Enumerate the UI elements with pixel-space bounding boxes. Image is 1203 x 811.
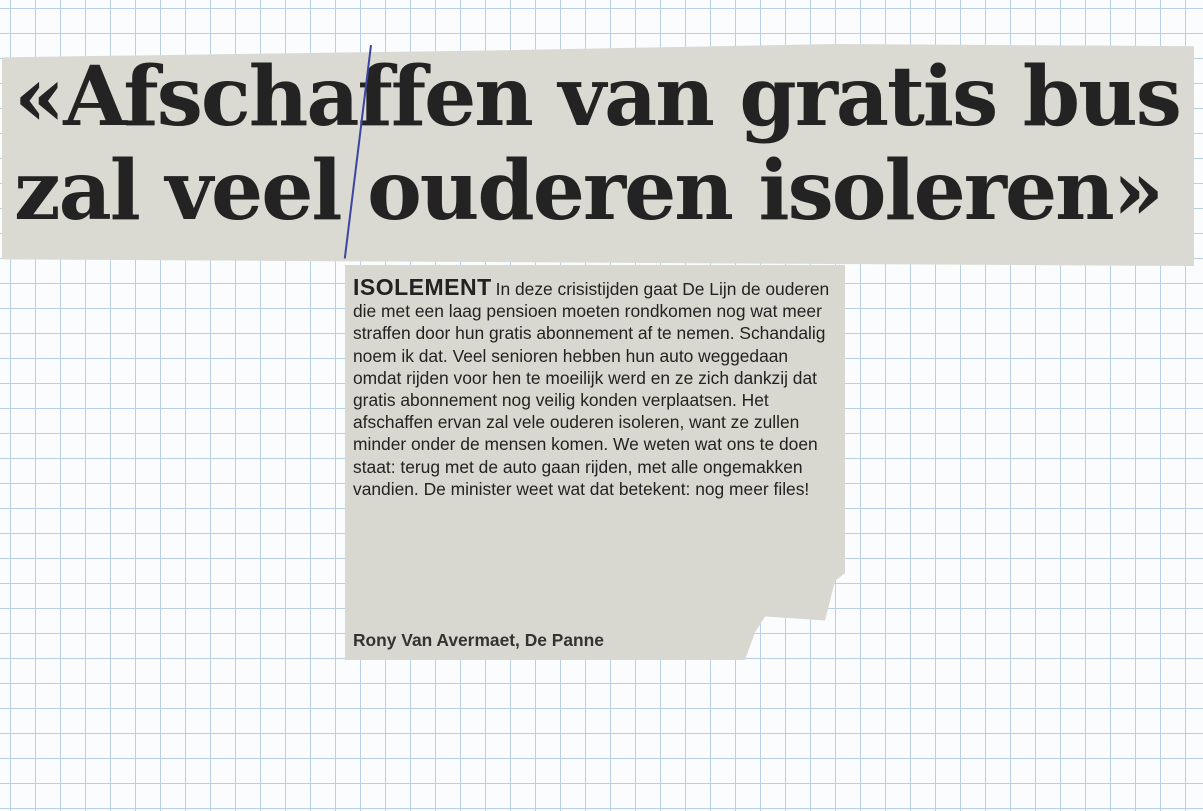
article-byline: Rony Van Avermaet, De Panne (353, 630, 604, 650)
article-body (353, 276, 833, 500)
headline-line-1: «Afschaffen van gratis bus (14, 49, 1180, 145)
headline-line-2: zal veel ouderen isoleren» (14, 143, 1163, 239)
article-kicker: ISOLEMENT (353, 274, 492, 300)
article-text: In deze crisistijden gaat De Lijn de ouderen die met een laag pensioen moeten rondkomen nog wat meer straffen door hun gratis abonnement af te nemen. Schandalig noem ik dat. Veel senioren hebben hun auto weggedaan omdat rijden voor hen te moeilijk werd en ze zich dankzij dat gratis abonnement nog veilig konden verplaatsen. Het afschaffen ervan zal vele ouderen isoleren, want ze zullen minder onder de mensen komen. We weten wat ons te doen staat: terug met de auto gaan rijden, met alle ongemakken vandien. De minister weet wat dat betekent: nog meer files! (353, 279, 830, 499)
headline (14, 50, 1189, 238)
